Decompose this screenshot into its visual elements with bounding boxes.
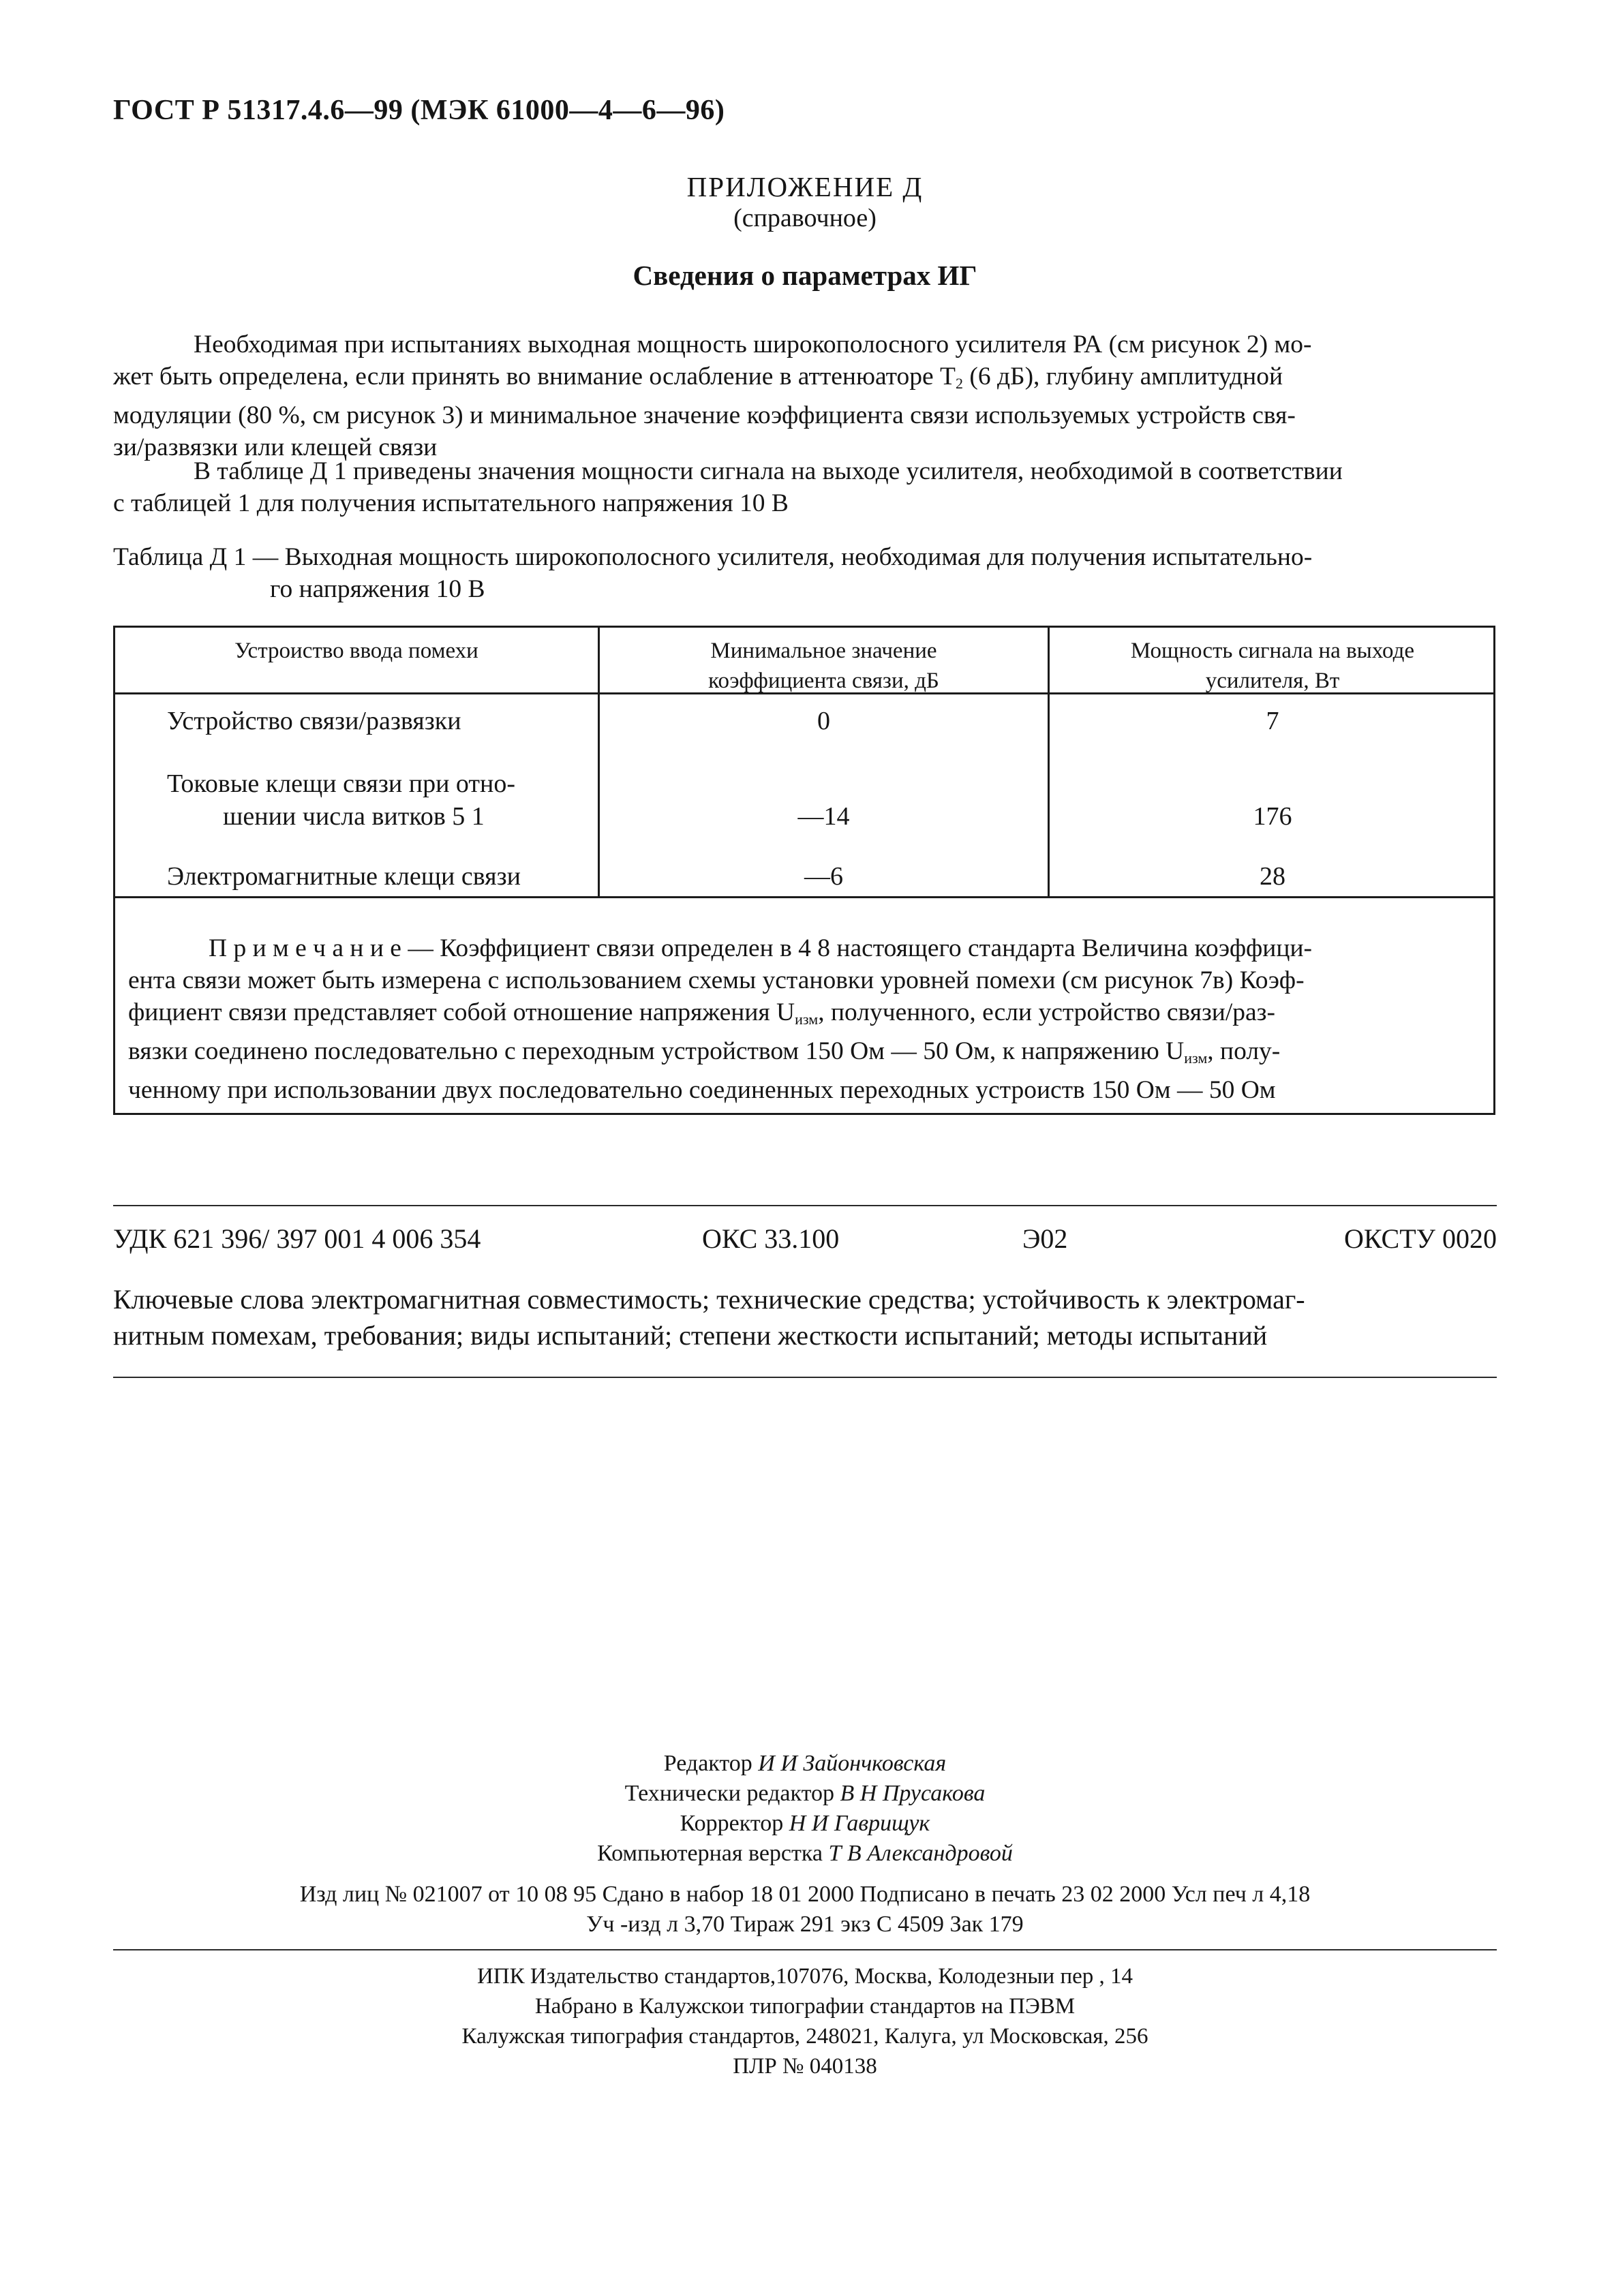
imprint-line4: ПЛР № 040138 (733, 2054, 877, 2079)
imprint-line3: Калужская типография стандартов, 248021, Калуга, ул Московская, 256 (461, 2024, 1148, 2049)
table-caption-line1: Таблица Д 1 — Выходная мощность широкополосного усилителя, необходимая для получения испытательно- (113, 543, 1313, 571)
udk-code: УДК 621 396/ 397 001 4 006 354 (113, 1223, 481, 1254)
table-cell-power: 28 (1260, 862, 1285, 891)
publication-line2: Уч -изд л 3,70 Тираж 291 экз С 4509 Зак 179 (586, 1912, 1024, 1937)
imprint-line2: Набрано в Калужскои типографии стандартов на ПЭВМ (534, 1994, 1076, 2019)
table-cell-power: 176 (1253, 802, 1292, 831)
credit-editor: Редактор И И Зайончковская (663, 1751, 947, 1776)
table-cell-device: Электромагнитные клещи связи (167, 862, 521, 891)
column-header-device: Устроиство ввода помехи (234, 639, 478, 663)
note-line1: — Коэффициент связи определен в 4 8 настоящего стандарта Величина коэффици- (401, 934, 1313, 962)
note-line3: фициент связи представляет собой отношение напряжения U (128, 998, 795, 1026)
paragraph-2 (113, 455, 1497, 519)
table-caption-line2: го напряжения 10 В (270, 575, 485, 603)
paragraph-1 (113, 328, 1497, 463)
appendix-title: ПРИЛОЖЕНИЕ Д (686, 171, 924, 202)
note-line3-after: , полученного, если устройство связи/раз- (818, 998, 1275, 1026)
note-label: П р и м е ч а н и е (209, 934, 401, 962)
note-line3-sub: изм (795, 1011, 819, 1028)
table-cell-device-line2: шении числа витков 5 1 (223, 802, 485, 831)
divider-rule (113, 1205, 1497, 1206)
note-line4-after: , полу- (1207, 1037, 1281, 1065)
imprint (113, 1961, 1497, 2081)
table-cell-device: Устройство связи/развязки (167, 707, 461, 735)
divider-rule (113, 1377, 1497, 1378)
section-title: Сведения о параметрах ИГ (633, 260, 977, 291)
p1-line2-after: (6 дБ), глубину амплитудной (962, 363, 1283, 391)
table-note (128, 932, 1483, 1106)
p1-line2: жет быть определена, если принять во внимание ослабление в аттенюаторе Т (113, 363, 956, 391)
p1-line2-sub: 2 (955, 375, 963, 392)
credit-layout: Компьютерная верстка Т В Александровой (597, 1841, 1013, 1866)
p2-line2: с таблицей 1 для получения испытательного напряжения 10 В (113, 489, 789, 517)
note-line5: ченному при использовании двух последовательно соединенных переходных устроиств 150 Ом — 50 Ом (128, 1076, 1276, 1104)
note-line2: ента связи может быть измерена с использованием схемы установки уровней помехи (см рисунок 7в) Коэф- (128, 966, 1305, 994)
credit-tech-editor: Технически редактор В Н Прусакова (624, 1781, 986, 1806)
p1-line3: модуляции (80 %, см рисунок 3) и минимальное значение коэффициента связи используемых устройств свя- (113, 401, 1296, 429)
okstu-code: ОКСТУ 0020 (1343, 1223, 1497, 1254)
imprint-line1: ИПК Издательство стандартов,107076, Москва, Колодезныи пер , 14 (476, 1964, 1133, 1989)
p1-line4: зи/развязки или клещей связи (113, 433, 438, 461)
column-header-power: Мощность сигнала на выходе усилителя, Вт (1130, 639, 1415, 693)
table-caption (113, 541, 1497, 605)
credits (113, 1749, 1497, 1869)
table-cell-coupling: —6 (804, 862, 843, 891)
appendix-subtitle: (справочное) (733, 204, 877, 232)
table-cell-power: 7 (1266, 707, 1279, 735)
table-cell-device-line1: Токовые клещи связи при отно- (167, 769, 516, 798)
oks-code: ОКС 33.100 (702, 1223, 840, 1254)
column-header-coupling: Минимальное значение коэффициента связи, дБ (708, 639, 939, 693)
divider-rule (113, 1949, 1497, 1950)
table-note-divider (115, 896, 1493, 898)
note-line4: вязки соединено последовательно с переходным устройством 150 Ом — 50 Ом, к напряжению U (128, 1037, 1185, 1065)
document-header: ГОСТ Р 51317.4.6—99 (МЭК 61000—4—6—96) (113, 95, 725, 126)
publication-info (113, 1880, 1497, 1940)
credit-proofreader: Корректор Н И Гаврищук (680, 1811, 930, 1836)
table-cell-coupling: 0 (817, 707, 830, 735)
p1-line1: Необходимая при испытаниях выходная мощность широкополосного усилителя РА (см рисунок 2) мо- (194, 331, 1312, 358)
publication-line1: Изд лиц № 021007 от 10 08 95 Сдано в набор 18 01 2000 Подписано в печать 23 02 2000 Усл печ л 4,18 (299, 1882, 1311, 1907)
keywords (113, 1281, 1497, 1353)
keywords-line1: Ключевые слова электромагнитная совместимость; технические средства; устойчивость к электромаг- (113, 1284, 1305, 1315)
category-code: Э02 (1022, 1223, 1068, 1254)
note-line4-sub: изм (1184, 1050, 1208, 1067)
table-cell-coupling: —14 (797, 802, 850, 831)
p2-line1: В таблице Д 1 приведены значения мощности сигнала на выходе усилителя, необходимой в соответствии (194, 457, 1343, 485)
keywords-line2: нитным помехам, требования; виды испытаний; степени жесткости испытаний; методы испытаний (113, 1320, 1268, 1351)
